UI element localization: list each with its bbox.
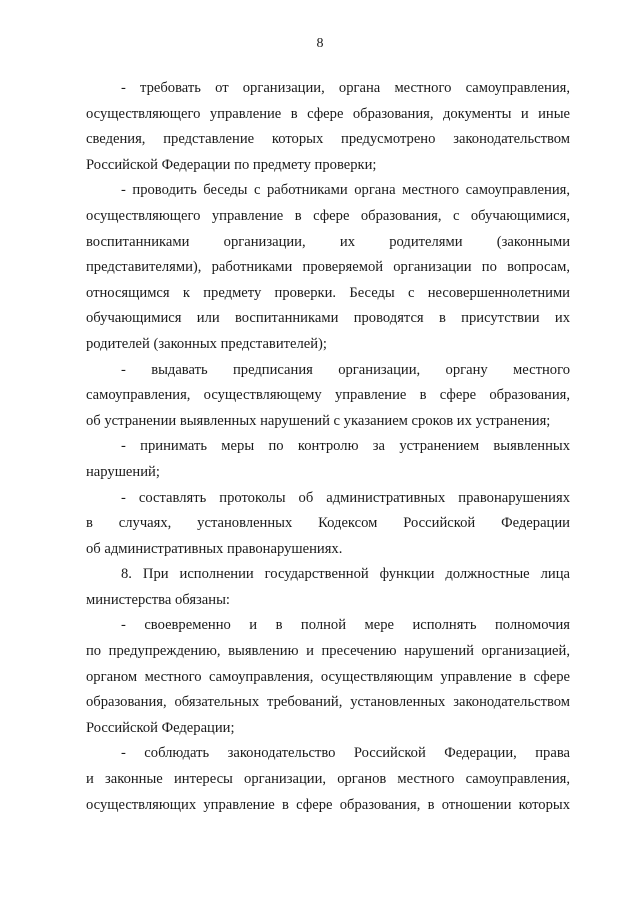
document-body xyxy=(86,76,570,818)
text-line: - выдавать предписания организации, органу местного xyxy=(121,361,570,378)
text-line: - своевременно и в полной мере исполнять полномочия xyxy=(121,617,570,634)
text-line: осуществляющего управление в сфере образования, с обучающимися, xyxy=(86,207,570,224)
text-line: об административных правонарушениях. xyxy=(86,540,343,557)
text-line: в случаях, установленных Кодексом Российской Федерации xyxy=(86,515,570,532)
text-line: - проводить беседы с работниками органа местного самоуправления, xyxy=(121,182,570,199)
text-line: Российской Федерации; xyxy=(86,719,235,736)
text-line: родителей (законных представителей); xyxy=(86,335,327,352)
text-line: 8. При исполнении государственной функции должностные лица xyxy=(121,566,570,583)
text-line: представителями), работниками проверяемой организации по вопросам, xyxy=(86,259,570,276)
text-line: воспитанниками организации, их родителями (законными xyxy=(86,233,570,250)
text-line: - требовать от организации, органа местного самоуправления, xyxy=(121,80,570,96)
text-line: - принимать меры по контролю за устранением выявленных xyxy=(121,438,570,455)
text-line: образования, обязательных требований, установленных законодательством xyxy=(86,694,570,711)
text-line: - соблюдать законодательство Российской Федерации, права xyxy=(121,745,570,762)
text-line: нарушений; xyxy=(86,463,160,480)
text-line: об устранении выявленных нарушений с указанием сроков их устранения; xyxy=(86,412,551,429)
text-line: министерства обязаны: xyxy=(86,591,230,608)
text-line: и законные интересы организации, органов местного самоуправления, xyxy=(86,771,570,788)
text-line: обучающимися или воспитанниками проводятся в присутствии их xyxy=(86,310,570,327)
page-number: 8 xyxy=(316,36,324,51)
text-line: - составлять протоколы об административных правонарушениях xyxy=(121,489,570,506)
text-line: осуществляющих управление в сфере образования, в отношении которых xyxy=(86,796,570,813)
text-line: Российской Федерации по предмету проверки; xyxy=(86,156,377,173)
text-line: осуществляющего управление в сфере образования, документы и иные xyxy=(86,105,570,122)
text-line: сведения, представление которых предусмотрено законодательством xyxy=(86,131,570,148)
text-line: относящимся к предмету проверки. Беседы с несовершеннолетними xyxy=(86,284,570,301)
text-line: органом местного самоуправления, осуществляющим управление в сфере xyxy=(86,668,570,685)
text-line: по предупреждению, выявлению и пресечению нарушений организацией, xyxy=(86,643,570,660)
text-line: самоуправления, осуществляющему управление в сфере образования, xyxy=(86,387,570,404)
